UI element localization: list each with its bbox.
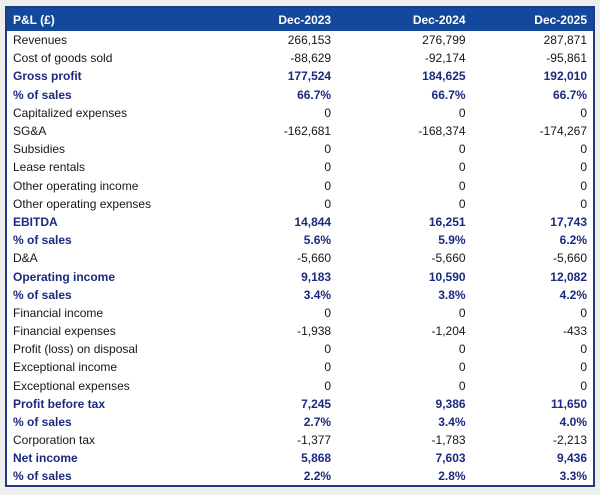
- row-label: Exceptional income: [13, 360, 118, 375]
- cell-value: 0: [324, 160, 332, 175]
- cell-value: 0: [324, 142, 332, 157]
- cell-value: 0: [324, 196, 332, 211]
- cell-value: -5,660: [431, 251, 466, 266]
- table-row: [6, 304, 594, 322]
- table-row: [6, 49, 594, 67]
- cell-value: 0: [458, 142, 466, 157]
- cell-value: 5,868: [301, 451, 332, 466]
- table-row: [6, 322, 594, 340]
- row-label: Profit (loss) on disposal: [13, 342, 138, 357]
- row-label: Other operating income: [13, 178, 139, 193]
- table-row: [6, 249, 594, 267]
- cell-value: -168,374: [418, 124, 466, 139]
- cell-value: 0: [458, 178, 466, 193]
- table-row: [6, 213, 594, 231]
- row-label: Other operating expenses: [13, 196, 152, 211]
- cell-value: 192,010: [543, 69, 587, 84]
- row-label: Revenues: [13, 33, 68, 48]
- cell-value: 0: [458, 342, 466, 357]
- cell-value: 14,844: [294, 214, 332, 229]
- cell-value: 0: [580, 105, 587, 120]
- cell-value: 0: [580, 142, 587, 157]
- table-row: [6, 340, 594, 358]
- cell-value: 0: [324, 360, 332, 375]
- cell-value: 0: [458, 305, 466, 320]
- table-row: [6, 267, 594, 285]
- row-label: Cost of goods sold: [13, 51, 113, 66]
- cell-value: -174,267: [539, 124, 587, 139]
- pnl-table: [5, 6, 595, 487]
- row-label: Corporation tax: [13, 433, 96, 448]
- cell-value: 10,590: [428, 269, 466, 284]
- cell-value: 0: [580, 305, 587, 320]
- cell-value: 3.4%: [303, 287, 332, 302]
- cell-value: 0: [580, 342, 587, 357]
- cell-value: 9,183: [301, 269, 332, 284]
- cell-value: 4.0%: [559, 415, 587, 430]
- cell-value: -92,174: [424, 51, 466, 66]
- row-label: % of sales: [13, 233, 72, 248]
- table-row: [6, 195, 594, 213]
- table-row: [6, 468, 594, 486]
- table-title-cell: P&L (£): [13, 12, 55, 27]
- row-label: Net income: [13, 451, 78, 466]
- cell-value: 0: [580, 378, 587, 393]
- cell-value: 66.7%: [552, 87, 587, 102]
- cell-value: 66.7%: [297, 87, 332, 102]
- cell-value: 177,524: [287, 69, 332, 84]
- table-row: [6, 158, 594, 176]
- table-header: [6, 7, 594, 31]
- row-label: % of sales: [13, 415, 72, 430]
- column-header-dec-2025: Dec-2025: [534, 12, 587, 27]
- cell-value: 11,650: [550, 396, 587, 411]
- table-row: [6, 31, 594, 49]
- cell-value: 0: [324, 105, 332, 120]
- cell-value: -1,938: [297, 324, 332, 339]
- row-label: Profit before tax: [13, 396, 106, 411]
- cell-value: 7,603: [435, 451, 466, 466]
- column-header-dec-2023: Dec-2023: [278, 12, 332, 27]
- cell-value: 0: [580, 196, 587, 211]
- cell-value: 17,743: [550, 214, 587, 229]
- row-label: Operating income: [13, 269, 116, 284]
- cell-value: 0: [324, 305, 332, 320]
- column-header-dec-2024: Dec-2024: [412, 12, 466, 27]
- table-row: [6, 413, 594, 431]
- table-row: [6, 231, 594, 249]
- cell-value: -433: [562, 324, 587, 339]
- cell-value: 4.2%: [559, 287, 587, 302]
- table-row: [6, 86, 594, 104]
- table-row: [6, 395, 594, 413]
- table-row: [6, 140, 594, 158]
- cell-value: 184,625: [422, 69, 466, 84]
- row-label: Financial income: [13, 305, 104, 320]
- row-label: % of sales: [13, 287, 72, 302]
- cell-value: 276,799: [422, 33, 466, 48]
- cell-value: 9,386: [435, 396, 466, 411]
- cell-value: -5,660: [297, 251, 332, 266]
- cell-value: 5.9%: [438, 233, 466, 248]
- row-label: Capitalized expenses: [13, 105, 128, 120]
- table-header-row: [6, 7, 594, 31]
- table-row: [6, 122, 594, 140]
- cell-value: 0: [458, 196, 466, 211]
- cell-value: 3.3%: [559, 469, 587, 484]
- cell-value: 287,871: [543, 33, 587, 48]
- table-row: [6, 67, 594, 85]
- row-label: Lease rentals: [13, 160, 86, 175]
- cell-value: 266,153: [287, 33, 332, 48]
- cell-value: 2.8%: [438, 469, 466, 484]
- cell-value: 7,245: [301, 396, 332, 411]
- table-row: [6, 104, 594, 122]
- row-label: Exceptional expenses: [13, 378, 130, 393]
- cell-value: 0: [580, 178, 587, 193]
- cell-value: 0: [458, 378, 466, 393]
- cell-value: 16,251: [428, 214, 466, 229]
- row-label: % of sales: [13, 469, 72, 484]
- cell-value: 0: [458, 160, 466, 175]
- cell-value: 0: [580, 360, 587, 375]
- row-label: Gross profit: [13, 69, 82, 84]
- row-label: D&A: [13, 251, 38, 266]
- cell-value: 3.4%: [438, 415, 466, 430]
- cell-value: -2,213: [552, 433, 587, 448]
- cell-value: 2.7%: [303, 415, 332, 430]
- cell-value: 0: [458, 360, 466, 375]
- cell-value: 3.8%: [438, 287, 466, 302]
- cell-value: -5,660: [552, 251, 587, 266]
- cell-value: 0: [324, 342, 332, 357]
- cell-value: 6.2%: [559, 233, 587, 248]
- cell-value: -1,377: [297, 433, 332, 448]
- cell-value: -162,681: [283, 124, 332, 139]
- row-label: % of sales: [13, 87, 72, 102]
- row-label: SG&A: [13, 124, 47, 139]
- cell-value: 2.2%: [303, 469, 332, 484]
- cell-value: 0: [324, 378, 332, 393]
- table-row: [6, 358, 594, 376]
- cell-value: 9,436: [556, 451, 587, 466]
- cell-value: -1,204: [431, 324, 466, 339]
- row-label: Subsidies: [13, 142, 66, 157]
- cell-value: 0: [324, 178, 332, 193]
- table-row: [6, 431, 594, 449]
- cell-value: -88,629: [290, 51, 332, 66]
- cell-value: 66.7%: [431, 87, 466, 102]
- cell-value: 12,082: [550, 269, 587, 284]
- row-label: EBITDA: [13, 214, 58, 229]
- table-row: [6, 449, 594, 467]
- table-row: [6, 286, 594, 304]
- cell-value: 5.6%: [303, 233, 332, 248]
- table-body: [6, 31, 594, 486]
- row-label: Financial expenses: [13, 324, 116, 339]
- cell-value: 0: [580, 160, 587, 175]
- table-row: [6, 377, 594, 395]
- cell-value: -1,783: [431, 433, 466, 448]
- table-row: [6, 177, 594, 195]
- cell-value: -95,861: [546, 51, 587, 66]
- cell-value: 0: [458, 105, 466, 120]
